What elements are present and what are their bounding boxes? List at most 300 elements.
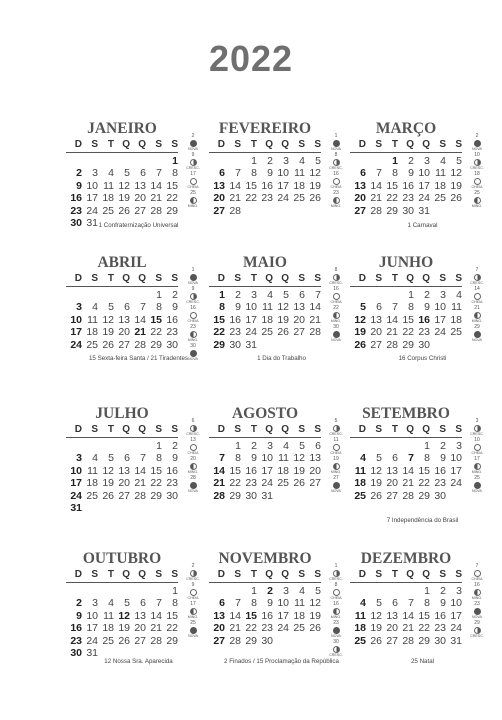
day-grid: [66, 273, 178, 351]
weekday-header: Q: [398, 139, 414, 152]
weekday-header: T: [382, 273, 398, 286]
moon-day: 22: [333, 305, 339, 311]
day-cell: 9: [440, 452, 446, 464]
day-cell: 23: [434, 622, 446, 634]
moon-phase: [181, 564, 205, 583]
day-cell: 13: [354, 179, 366, 192]
weekday-header: D: [209, 569, 225, 582]
weekday-header: Q: [257, 273, 273, 286]
day-cell: 22: [150, 477, 162, 489]
weekday-header: S: [82, 139, 98, 152]
moon-full-icon: [190, 178, 197, 185]
day-cell: 1: [235, 439, 241, 452]
day-cell: 29: [213, 338, 225, 351]
weekday-header: S: [305, 569, 321, 582]
moon-phase: [465, 419, 489, 438]
day-cell: 4: [283, 439, 289, 452]
day-cell: 23: [166, 477, 178, 489]
day-cell: 9: [267, 167, 273, 179]
day-cell: 13: [386, 609, 398, 622]
moon-label: CRESC.: [186, 432, 200, 436]
day-cell: 10: [418, 167, 430, 179]
day-cell: 15: [245, 179, 257, 192]
day-cell: 30: [70, 647, 82, 659]
moon-label: CHEIA: [471, 451, 483, 455]
moon-label: CHEIA: [187, 596, 199, 600]
month-dezembro: [350, 550, 495, 680]
weekday-header: S: [366, 569, 382, 582]
day-cell: 24: [450, 622, 462, 634]
weekday-header: Q: [398, 273, 414, 286]
moon-waxing-icon: [333, 159, 340, 166]
day-cell: 27: [118, 338, 130, 351]
holidays-note: 2 Finados / 15 Proclamação da República: [224, 658, 339, 665]
day-cell: 5: [299, 439, 305, 452]
day-grid: [66, 569, 178, 660]
day-grid: [209, 139, 321, 217]
moon-label: MING.: [471, 470, 483, 474]
moon-phase: [324, 602, 348, 621]
weekday-header: T: [98, 139, 114, 152]
day-cell: 27: [370, 338, 382, 351]
weekday-header: D: [66, 139, 82, 152]
day-cell: 22: [166, 192, 178, 204]
day-cell: 25: [450, 326, 462, 338]
day-cell: 2: [235, 288, 241, 301]
moon-label: CHEIA: [187, 319, 199, 323]
weekday-header: Q: [273, 569, 289, 582]
day-cell: 6: [360, 167, 366, 179]
day-cell: 15: [166, 609, 178, 622]
day-cell: 10: [450, 597, 462, 609]
day-cell: 10: [434, 301, 446, 313]
day-cell: 19: [450, 179, 462, 192]
moon-day: 29: [474, 620, 480, 626]
day-cell: 14: [402, 464, 414, 477]
day-cell: 9: [424, 301, 430, 313]
day-cell: 7: [392, 301, 398, 313]
day-cell: 15: [245, 609, 257, 622]
day-cell: 27: [118, 489, 130, 502]
day-cell: 12: [309, 167, 321, 179]
month-name: SETEMBRO: [362, 405, 450, 422]
moon-new-icon: [474, 608, 481, 615]
month-name: MAIO: [243, 254, 287, 271]
day-cell: 1: [172, 154, 178, 167]
moon-day: 8: [334, 582, 338, 588]
moon-phases: [324, 419, 348, 495]
weekday-header: Q: [398, 424, 414, 437]
weekday-header: D: [350, 273, 366, 286]
moon-full-icon: [190, 444, 197, 451]
moon-phase: [181, 268, 205, 287]
moon-day: 23: [333, 190, 339, 196]
holidays-note: 16 Corpus Christi: [398, 355, 447, 362]
day-cell: 28: [134, 338, 146, 351]
day-cell: 29: [166, 204, 178, 217]
moon-label: CRESC.: [329, 577, 343, 581]
moon-waning-icon: [190, 463, 197, 470]
day-cell: 2: [76, 167, 82, 179]
day-cell: 26: [102, 489, 114, 502]
moon-phases: [181, 268, 205, 363]
year-title: 2022: [208, 38, 294, 79]
day-cell: 28: [150, 634, 162, 647]
weekday-header: T: [382, 424, 398, 437]
moon-phase: [181, 325, 205, 344]
day-cell: 30: [434, 489, 446, 502]
day-cell: 11: [451, 301, 462, 313]
day-cell: 23: [229, 326, 241, 338]
weekday-header: S: [289, 424, 305, 437]
month-name: JUNHO: [378, 254, 434, 271]
day-cell: 25: [354, 634, 366, 647]
moon-waxing-icon: [474, 274, 481, 281]
weekday-header: Q: [257, 424, 273, 437]
moon-phase: [324, 306, 348, 325]
day-cell: 7: [235, 167, 241, 179]
moon-phase: [181, 287, 205, 306]
moon-waning-icon: [333, 608, 340, 615]
day-cell: 19: [370, 622, 382, 634]
day-cell: 13: [370, 313, 382, 326]
day-cell: 5: [456, 154, 462, 167]
moon-phases: [324, 268, 348, 344]
moon-day: 20: [190, 456, 196, 462]
day-cell: 8: [156, 452, 162, 464]
moon-day: 29: [474, 324, 480, 330]
day-cell: 7: [408, 452, 414, 464]
day-cell: 6: [124, 301, 130, 313]
moon-day: 2: [191, 133, 195, 139]
day-cell: 13: [118, 313, 130, 326]
day-cell: 25: [261, 326, 273, 338]
day-cell: 2: [172, 288, 178, 301]
day-cell: 27: [134, 204, 146, 217]
day-cell: 18: [102, 622, 114, 634]
moon-label: NOVA: [188, 489, 198, 493]
day-cell: 19: [118, 192, 130, 204]
holidays-note: 15 Sexta-feira Santa / 21 Tiradentes: [88, 355, 189, 362]
day-cell: 15: [213, 313, 225, 326]
day-cell: 8: [251, 597, 257, 609]
day-cell: 1: [251, 154, 257, 167]
day-grid: [209, 569, 321, 647]
day-cell: 20: [370, 326, 382, 338]
weekday-header: S: [162, 139, 178, 152]
day-cell: 2: [440, 439, 446, 452]
moon-label: CRESC.: [470, 166, 484, 170]
moon-label: NOVA: [188, 147, 198, 151]
weekday-header: S: [430, 569, 446, 582]
moon-phase: [465, 153, 489, 172]
day-cell: 18: [261, 313, 273, 326]
day-cell: 23: [70, 634, 82, 647]
moon-waning-icon: [190, 197, 197, 204]
moon-phase: [324, 564, 348, 583]
day-cell: 25: [277, 477, 289, 489]
moon-waxing-icon: [333, 646, 340, 653]
moon-waxing-icon: [474, 627, 481, 634]
day-cell: 24: [277, 622, 289, 634]
day-cell: 29: [386, 204, 398, 217]
day-cell: 25: [293, 192, 305, 204]
weekday-header: Q: [130, 139, 146, 152]
month-name: ABRIL: [97, 254, 147, 271]
day-cell: 4: [108, 597, 114, 609]
weekday-header: S: [366, 424, 382, 437]
day-cell: 15: [150, 464, 162, 477]
day-cell: 5: [283, 288, 289, 301]
moon-label: CRESC.: [329, 281, 343, 285]
moon-label: CHEIA: [330, 451, 342, 455]
moon-label: CHEIA: [187, 185, 199, 189]
month-outubro: [66, 550, 211, 680]
day-cell: 27: [386, 634, 398, 647]
holidays-note: 1 Carnaval: [407, 222, 438, 229]
day-cell: 21: [213, 477, 225, 489]
moon-phases: [181, 134, 205, 210]
moon-day: 8: [334, 152, 338, 158]
day-cell: 21: [150, 622, 162, 634]
day-cell: 5: [108, 301, 114, 313]
weekday-header: Q: [130, 273, 146, 286]
month-maio: [209, 254, 354, 384]
day-cell: 24: [261, 477, 273, 489]
month-agosto: [209, 405, 354, 535]
moon-label: MING.: [187, 615, 199, 619]
month-name: OUTUBRO: [82, 550, 162, 567]
month-name: DEZEMBRO: [360, 550, 452, 567]
day-cell: 16: [70, 622, 82, 634]
weekday-header: D: [350, 569, 366, 582]
moon-phase: [465, 438, 489, 457]
day-cell: 10: [261, 452, 273, 464]
day-cell: 24: [86, 204, 98, 217]
moon-waning-icon: [474, 312, 481, 319]
day-cell: 12: [370, 464, 382, 477]
moon-full-icon: [333, 293, 340, 300]
day-cell: 8: [408, 301, 414, 313]
day-cell: 13: [309, 452, 321, 464]
day-cell: 29: [150, 338, 162, 351]
day-cell: 19: [309, 179, 321, 192]
weekday-header: T: [382, 139, 398, 152]
day-cell: 8: [392, 167, 398, 179]
moon-phases: [181, 419, 205, 495]
weekday-header: D: [350, 139, 366, 152]
weekday-header: Q: [273, 273, 289, 286]
day-cell: 1: [408, 288, 414, 301]
moon-full-icon: [190, 589, 197, 596]
moon-waxing-icon: [190, 159, 197, 166]
day-cell: 26: [370, 634, 382, 647]
day-cell: 16: [261, 609, 273, 622]
moon-label: NOVA: [331, 634, 341, 638]
day-cell: 28: [309, 326, 321, 338]
moon-phase: [324, 153, 348, 172]
day-cell: 27: [134, 634, 146, 647]
day-cell: 28: [150, 204, 162, 217]
day-cell: 20: [386, 622, 398, 634]
day-cell: 17: [277, 609, 289, 622]
weekday-header: Q: [257, 569, 273, 582]
day-cell: 5: [315, 154, 321, 167]
moon-waning-icon: [190, 331, 197, 338]
moon-phase: [465, 457, 489, 476]
weekday-header: D: [350, 424, 366, 437]
moon-phase: [181, 153, 205, 172]
day-cell: 28: [213, 489, 225, 502]
day-cell: 23: [245, 477, 257, 489]
moon-full-icon: [333, 589, 340, 596]
day-cell: 14: [150, 179, 162, 192]
day-cell: 24: [434, 326, 446, 338]
moon-phase: [181, 419, 205, 438]
day-cell: 10: [450, 452, 462, 464]
moon-label: CHEIA: [471, 577, 483, 581]
moon-day: 17: [190, 601, 196, 607]
moon-phase: [465, 621, 489, 640]
moon-day: 18: [474, 171, 480, 177]
day-cell: 4: [299, 154, 305, 167]
day-cell: 27: [386, 489, 398, 502]
day-cell: 5: [108, 452, 114, 464]
weekday-header: S: [82, 424, 98, 437]
moon-phase: [324, 621, 348, 640]
moon-label: CHEIA: [187, 451, 199, 455]
day-cell: 11: [87, 464, 98, 477]
day-cell: 6: [219, 597, 225, 609]
moon-phase: [324, 134, 348, 153]
weekday-header: Q: [414, 569, 430, 582]
day-cell: 31: [261, 489, 273, 502]
day-cell: 26: [309, 622, 321, 634]
day-cell: 12: [370, 609, 382, 622]
day-cell: 16: [166, 464, 178, 477]
day-cell: 17: [86, 192, 98, 204]
weekday-header: S: [305, 424, 321, 437]
day-grid: [66, 139, 178, 230]
day-cell: 9: [440, 597, 446, 609]
day-cell: 5: [315, 584, 321, 597]
month-setembro: [350, 405, 495, 535]
weekday-header: S: [82, 273, 98, 286]
moon-day: 19: [333, 456, 339, 462]
moon-day: 9: [191, 152, 195, 158]
day-cell: 1: [219, 288, 225, 301]
moon-phases: [465, 419, 489, 495]
weekday-header: Q: [114, 273, 130, 286]
weekday-header: S: [162, 273, 178, 286]
weekday-header: S: [82, 569, 98, 582]
day-cell: 21: [134, 326, 146, 338]
day-cell: 29: [150, 489, 162, 502]
day-cell: 18: [354, 477, 366, 489]
day-cell: 24: [245, 326, 257, 338]
moon-waning-icon: [333, 197, 340, 204]
moon-day: 30: [333, 324, 339, 330]
moon-waxing-icon: [333, 570, 340, 577]
weekday-header: T: [98, 569, 114, 582]
month-name: JULHO: [95, 405, 149, 422]
holidays-note: 1 Confraternização Universal: [98, 222, 179, 229]
day-cell: 15: [386, 179, 398, 192]
day-cell: 22: [166, 622, 178, 634]
day-cell: 22: [150, 326, 162, 338]
day-cell: 4: [360, 597, 366, 609]
day-cell: 25: [434, 192, 446, 204]
day-cell: 22: [418, 477, 430, 489]
moon-label: MING.: [187, 470, 199, 474]
moon-phase: [465, 172, 489, 191]
holidays-note: 12 Nossa Sra. Aparecida: [104, 658, 173, 665]
day-cell: 5: [376, 597, 382, 609]
weekday-header: Q: [414, 139, 430, 152]
moon-full-icon: [474, 178, 481, 185]
day-cell: 3: [456, 584, 462, 597]
moon-label: MING.: [187, 338, 199, 342]
day-cell: 28: [229, 204, 241, 217]
holidays-note: 1 Dia do Trabalho: [257, 355, 306, 362]
day-cell: 2: [251, 439, 257, 452]
moon-full-icon: [333, 178, 340, 185]
weekday-header: S: [430, 424, 446, 437]
moon-label: CHEIA: [330, 596, 342, 600]
weekday-header: S: [305, 273, 321, 286]
weekday-header: Q: [114, 424, 130, 437]
day-cell: 30: [70, 217, 82, 229]
day-cell: 4: [440, 154, 446, 167]
day-cell: 15: [402, 313, 414, 326]
day-cell: 20: [213, 192, 225, 204]
day-cell: 24: [70, 338, 82, 351]
day-cell: 8: [172, 597, 178, 609]
moon-phase: [324, 172, 348, 191]
day-cell: 1: [172, 584, 178, 597]
moon-new-icon: [333, 331, 340, 338]
day-cell: 8: [172, 167, 178, 179]
moon-phase: [465, 268, 489, 287]
day-cell: 31: [450, 634, 462, 647]
weekday-header: Q: [414, 424, 430, 437]
moon-phase: [324, 476, 348, 495]
day-cell: 15: [418, 609, 430, 622]
moon-label: MING.: [471, 319, 483, 323]
moon-phases: [324, 134, 348, 210]
day-cell: 6: [219, 167, 225, 179]
day-cell: 22: [213, 326, 225, 338]
day-cell: 13: [134, 609, 146, 622]
moon-day: 10: [474, 437, 480, 443]
day-cell: 6: [392, 452, 398, 464]
moon-phases: [465, 564, 489, 640]
moon-full-icon: [474, 444, 481, 451]
day-cell: 31: [418, 204, 430, 217]
moon-day: 16: [333, 171, 339, 177]
weekday-header: S: [162, 569, 178, 582]
day-cell: 29: [418, 634, 430, 647]
moon-label: CRESC.: [470, 432, 484, 436]
day-cell: 4: [92, 452, 98, 464]
weekday-header: Q: [114, 569, 130, 582]
day-cell: 8: [424, 597, 430, 609]
weekday-header: S: [225, 273, 241, 286]
day-cell: 1: [251, 584, 257, 597]
moon-label: CRESC.: [329, 166, 343, 170]
moon-waning-icon: [333, 463, 340, 470]
day-cell: 18: [86, 477, 98, 489]
